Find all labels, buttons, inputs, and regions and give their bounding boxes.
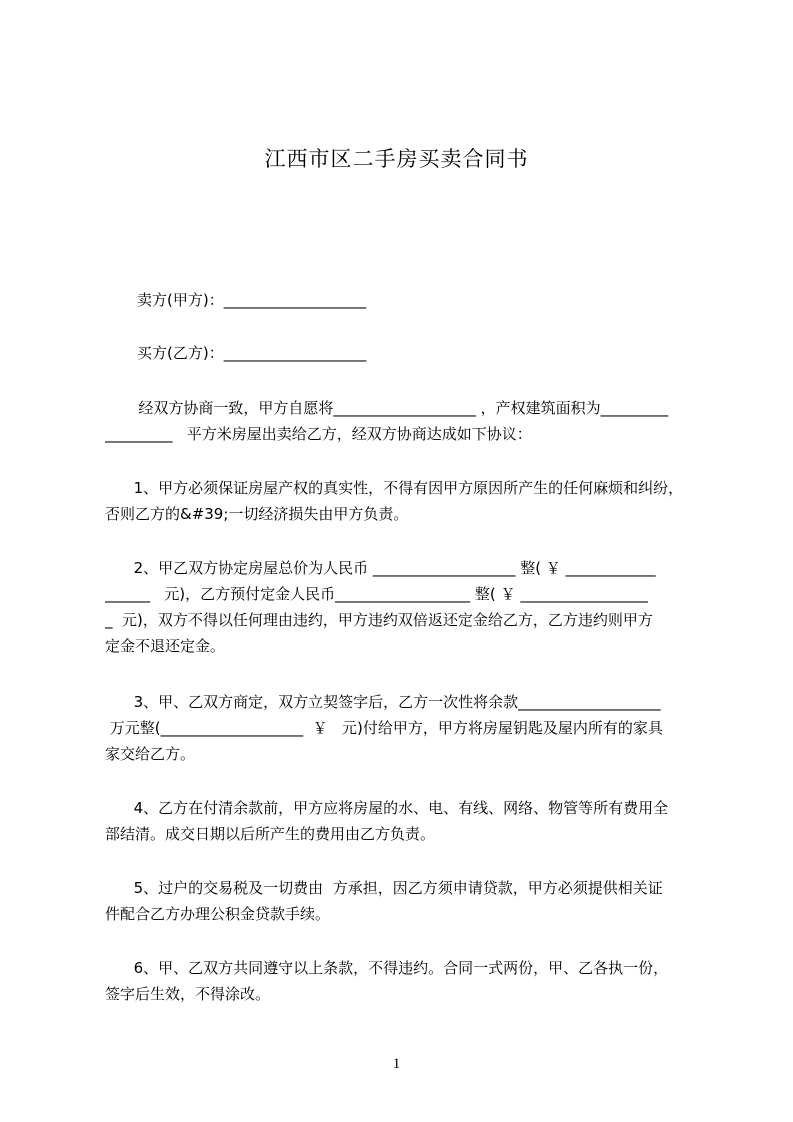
clause-6-line: 6、甲、乙双方共同遵守以上条款，不得违约。合同一式两份，甲、乙各执一份， [105,959,669,977]
clause-2-line: 定金不退还定金。 [105,637,226,655]
clause-4-line: 4、乙方在付清余款前，甲方应将房屋的水、电、有线、网络、物管等所有费用全 [105,799,669,817]
document-title: 江西市区二手房买卖合同书 [264,147,529,171]
intro-paragraph-line: 经双方协商一致，甲方自愿将___________________ ，产权建筑面积为_________ [105,399,669,417]
clause-1-line: 否则乙方的&#39;一切经济损失由甲方负责。 [105,505,409,523]
buyer-field: 买方(乙方)：___________________ [137,344,367,362]
clause-4-line: 部结清。成交日期以后所产生的费用由乙方负责。 [105,825,436,843]
clause-5-line: 件配合乙方办理公积金贷款手续。 [105,905,331,923]
intro-paragraph-line: _________ 平方米房屋出卖给乙方，经双方协商达成如下协议： [105,425,532,443]
clause-5-line: 5、过户的交易税及一切费由 方承担，因乙方须申请贷款，甲方必须提供相关证 [105,879,663,897]
clause-6-line: 签字后生效，不得涂改。 [105,985,271,1003]
seller-field: 卖方(甲方)：___________________ [137,291,367,309]
clause-2-line: _ 元)，双方不得以任何理由违约，甲方违约双倍返还定金给乙方，乙方违约则甲方 [105,611,653,629]
clause-3-line: 3、甲、乙双方商定，双方立契签字后，乙方一次性将余款___________________ [105,693,661,711]
page-number: 1 [392,1056,401,1072]
clause-3-line: 家交给乙方。 [105,745,196,763]
clause-2-line: ______ 元)，乙方预付定金人民币__________________ 整( ￥ _________________ [105,585,648,603]
clause-1-line: 1、甲方必须保证房屋产权的真实性，不得有因甲方原因所产生的任何麻烦和纠纷， [105,479,684,497]
clause-3-line: 万元整(___________________ ￥ 元)付给甲方，甲方将房屋钥匙及屋内所有的家具 [105,719,663,737]
clause-2-line: 2、甲乙双方协定房屋总价为人民币 ___________________ 整( ￥ ____________ [105,559,656,577]
